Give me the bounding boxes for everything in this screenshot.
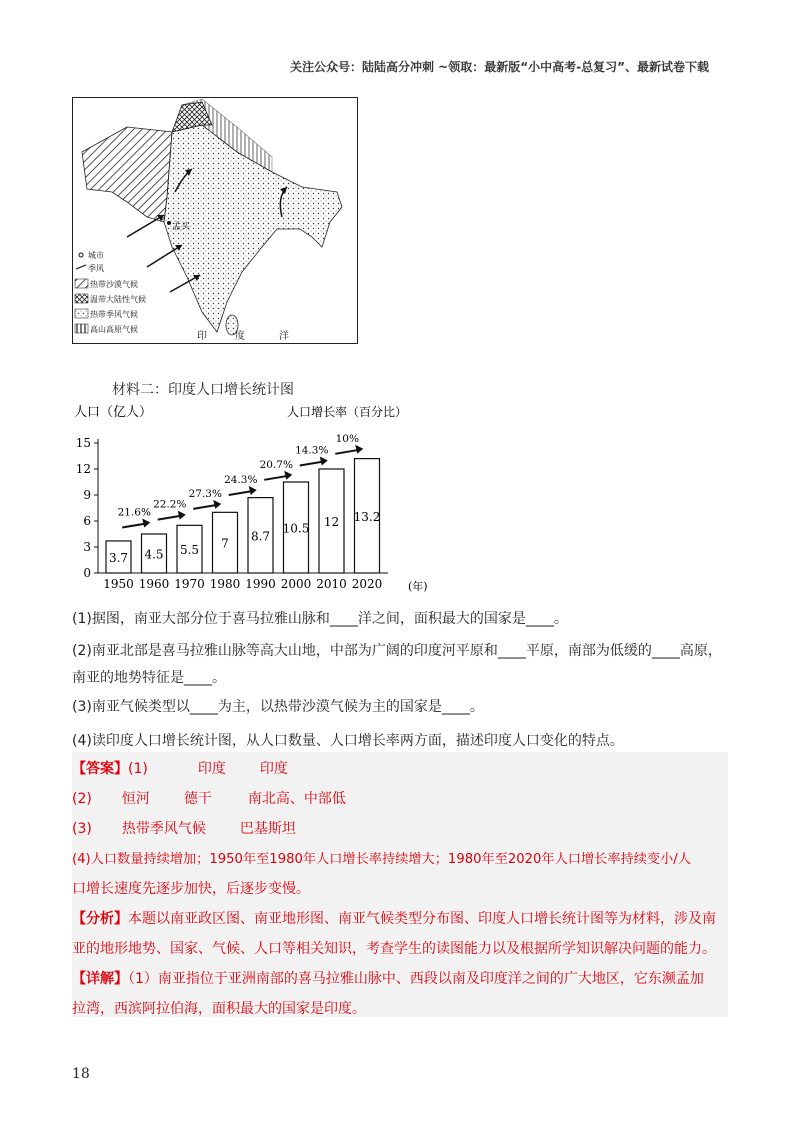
- answer-line-3: (3) 热带季风气候 巴基斯坦: [72, 821, 296, 837]
- y-tick-label: 15: [75, 436, 91, 450]
- question-3: (3)南亚气候类型以____为主，以热带沙漠气候为主的国家是____。: [72, 699, 484, 715]
- x-tick-label: 1960: [138, 577, 170, 591]
- growth-arrow-head: [142, 518, 150, 527]
- growth-arrow: [264, 476, 288, 480]
- svg-text:热带沙漠气候: 热带沙漠气候: [90, 280, 138, 289]
- growth-arrow: [300, 462, 324, 466]
- answer-line-2: (2) 恒河 德干 南北高、中部低: [72, 791, 346, 807]
- bar-value-label: 3.7: [108, 550, 129, 565]
- svg-text:高山高原气候: 高山高原气候: [90, 325, 138, 334]
- growth-arrow: [193, 505, 217, 509]
- growth-rate-label: 22.2%: [153, 498, 187, 511]
- x-tick-label: 1950: [103, 577, 134, 591]
- bar-value-label: 7: [221, 536, 229, 551]
- y-tick-label: 12: [75, 462, 91, 476]
- growth-arrow-head: [320, 457, 328, 466]
- svg-text:热带季风气候: 热带季风气候: [90, 310, 138, 319]
- svg-text:洋: 洋: [279, 331, 289, 342]
- y-tick-label: 0: [83, 566, 91, 580]
- x-tick-label: 2000: [280, 577, 312, 591]
- answer-line-4-cont: 口增长速度先逐步加快，后逐步变慢。: [72, 881, 310, 897]
- x-tick-label: 1990: [245, 577, 276, 591]
- x-tick-label: 1980: [209, 577, 241, 591]
- analysis-line-2: 亚的地形地势、国家、气候、人口等相关知识，考查学生的读图能力以及根据所学知识解决问题的能力。: [72, 941, 716, 957]
- question-1: (1)据图，南亚大部分位于喜马拉雅山脉和____洋之间，面积最大的国家是____。: [72, 611, 568, 627]
- question-4: (4)读印度人口增长统计图，从人口数量、人口增长率两方面，描述印度人口变化的特点。: [72, 733, 624, 749]
- growth-arrow-head: [355, 445, 363, 454]
- y-tick-label: 6: [83, 514, 91, 528]
- analysis-line-1: 【分析】本题以南亚政区图、南亚地形图、南亚气候类型分布图、印度人口增长统计图等为材料，涉及南: [72, 911, 716, 927]
- bar-value-label: 8.7: [250, 529, 271, 544]
- rate-axis-label: 人口增长率（百分比）: [287, 405, 408, 419]
- svg-text:温带大陆性气候: 温带大陆性气候: [90, 295, 146, 304]
- y-axis-label: 人口（亿人）: [74, 405, 153, 420]
- x-tick-label: 1970: [174, 577, 205, 591]
- question-2: (2)南亚北部是喜马拉雅山脉等高大山地，中部为广阔的印度河平原和____平原，南部为低缓的____高原，: [72, 643, 722, 659]
- growth-rate-label: 20.7%: [259, 458, 293, 471]
- bar-value-label: 12: [323, 515, 340, 529]
- city-marker: [167, 221, 171, 225]
- growth-arrow-head: [213, 500, 221, 509]
- south-asia-climate-map: [72, 97, 358, 344]
- growth-rate-label: 14.3%: [295, 444, 329, 457]
- x-tick-label: 2020: [351, 577, 383, 591]
- page-number: 18: [72, 1066, 90, 1082]
- bar-value-label: 5.5: [179, 543, 200, 558]
- growth-arrow: [335, 450, 359, 454]
- answer-line-4: (4)人口数量持续增加；1950年至1980年人口增长率持续增大；1980年至2020年人口增长率持续变小/人: [72, 852, 691, 867]
- detail-line-2: 拉湾，西滨阿拉伯海，面积最大的国家是印度。: [72, 1001, 366, 1017]
- question-2-cont: 南亚的地势特征是____。: [72, 670, 226, 686]
- answer-line-1: 【答案】(1) 印度 印度: [72, 761, 288, 777]
- svg-text:度: 度: [235, 331, 245, 342]
- growth-arrow-head: [249, 486, 257, 495]
- bar-value-label: 13.2: [353, 509, 381, 524]
- page-header: 关注公众号：陆陆高分冲刺 ~领取：最新版“小中高考-总复习”、最新试卷下载: [290, 60, 709, 74]
- city-label: 孟买: [172, 222, 191, 232]
- growth-rate-label: 24.3%: [224, 473, 258, 486]
- growth-arrow-head: [284, 471, 292, 480]
- y-tick-label: 3: [83, 540, 91, 554]
- bar-value-label: 4.5: [144, 547, 164, 562]
- svg-text:季风: 季风: [88, 264, 104, 273]
- svg-text:城市: 城市: [88, 251, 104, 260]
- growth-arrow-head: [178, 511, 186, 520]
- growth-rate-label: 21.6%: [117, 506, 151, 519]
- y-tick-label: 9: [83, 488, 91, 502]
- growth-arrow: [122, 523, 146, 527]
- growth-rate-label: 27.3%: [188, 487, 222, 500]
- material-caption: 材料二：印度人口增长统计图: [112, 382, 294, 398]
- population-chart: [72, 400, 428, 595]
- growth-arrow: [229, 491, 253, 495]
- bar-value-label: 10.5: [282, 521, 310, 536]
- growth-arrow: [158, 516, 182, 520]
- svg-text:印: 印: [197, 331, 207, 342]
- x-tick-label: 2010: [316, 577, 347, 591]
- x-unit-label: (年): [408, 580, 428, 593]
- detail-line-1: 【详解】（1）南亚指位于亚洲南部的喜马拉雅山脉中、西段以南及印度洋之间的广大地区，它东濒孟加: [72, 971, 704, 987]
- growth-rate-label: 10%: [335, 432, 359, 445]
